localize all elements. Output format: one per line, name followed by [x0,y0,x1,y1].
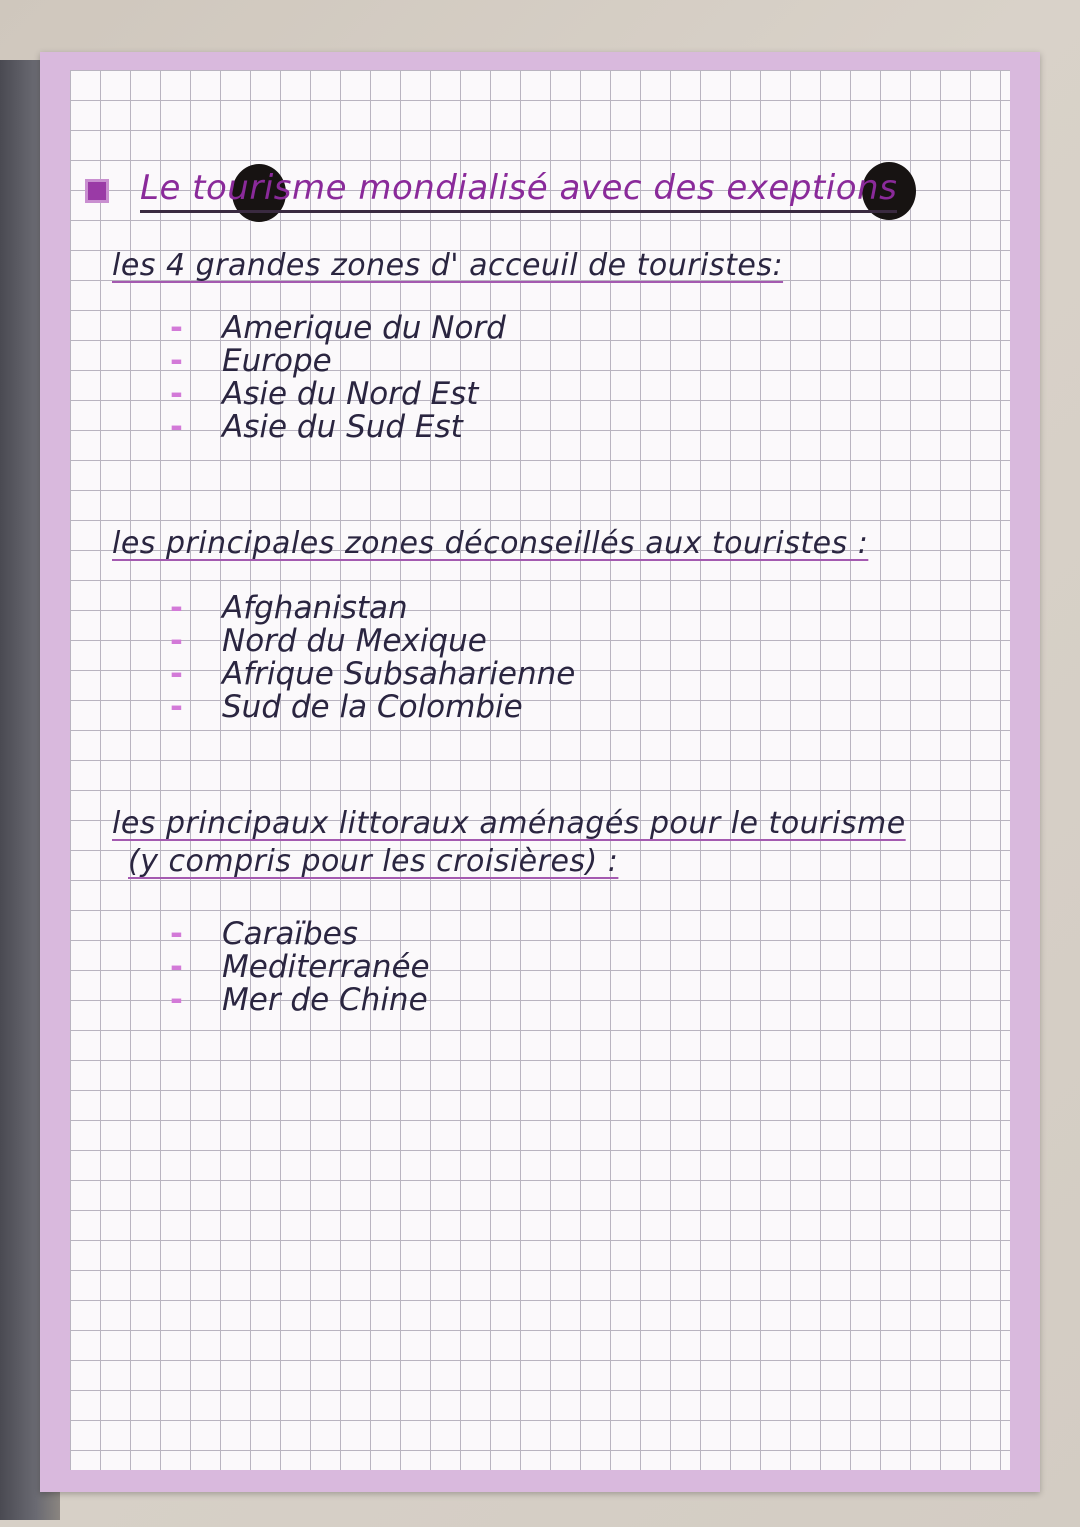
list-item: - Caraïbes [170,916,358,952]
list-item: - Amerique du Nord [170,310,506,346]
section-heading-accueil: les 4 grandes zones d' acceuil de touristes: [112,248,784,283]
list-accueil [170,312,506,444]
list-item: - Nord du Mexique [170,623,487,659]
section-subheading-littoraux: (y compris pour les croisières) : [128,844,619,879]
section-heading-deconseilles: les principales zones déconseillés aux touristes : [112,526,869,561]
list-item: - Europe [170,343,332,379]
list-item: - Mediterranée [170,949,430,985]
list-deconseilles [170,592,575,724]
list-item: - Asie du Sud Est [170,409,463,445]
list-item: - Mer de Chine [170,982,428,1018]
list-item: - Asie du Nord Est [170,376,479,412]
list-littoraux [170,918,430,1017]
section-heading-littoraux: les principaux littoraux aménagés pour le tourisme [112,806,906,841]
list-item: - Afrique Subsaharienne [170,656,576,692]
list-item: - Sud de la Colombie [170,689,523,725]
square-bullet-icon [88,182,106,200]
title-row [88,168,897,213]
list-item: - Afghanistan [170,590,408,626]
page-title: Le tourisme mondialisé avec des exeptions [140,168,897,213]
